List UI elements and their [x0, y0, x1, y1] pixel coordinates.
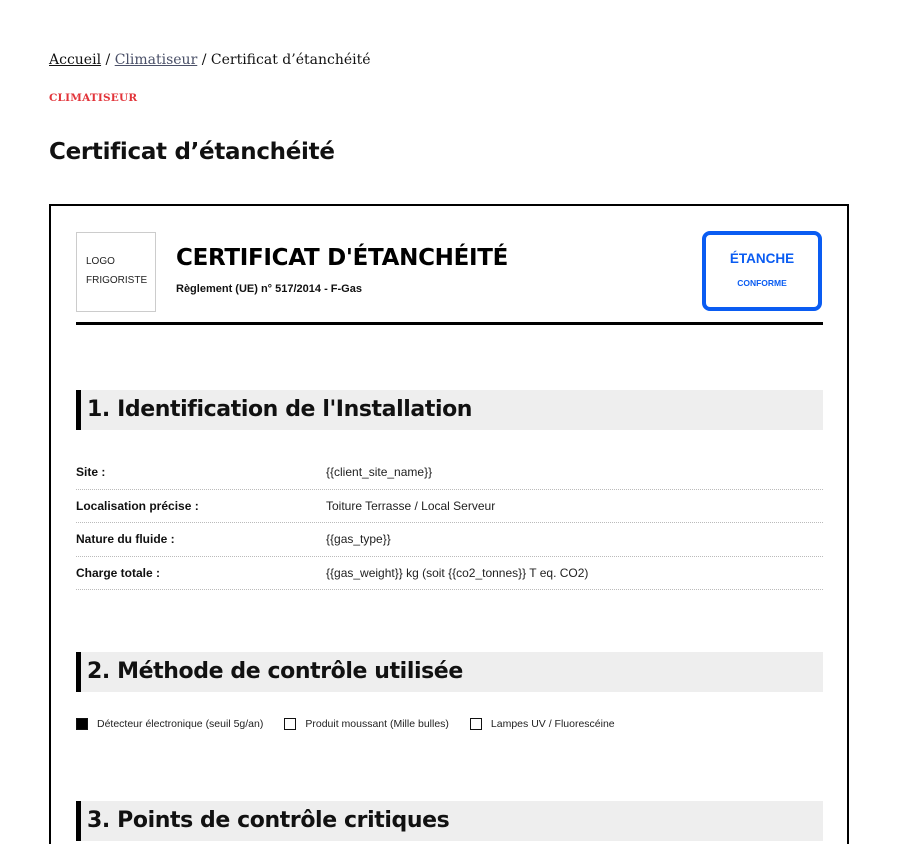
- section-heading-checkpoints: 3. Points de contrôle critiques: [76, 801, 823, 841]
- method-label: Produit moussant (Mille bulles): [305, 718, 449, 730]
- breadcrumb-separator: /: [201, 52, 207, 68]
- logo-line-2: FRIGORISTE: [86, 275, 148, 286]
- document-subtitle: Règlement (UE) n° 517/2014 - F-Gas: [176, 283, 362, 295]
- breadcrumb-link-climatiseur[interactable]: Climatiseur: [114, 52, 198, 68]
- section-heading-identification: 1. Identification de l'Installation: [76, 390, 823, 430]
- logo-line-1: LOGO: [86, 256, 115, 267]
- checkbox-unchecked-icon[interactable]: [284, 718, 296, 730]
- breadcrumb: [49, 52, 371, 68]
- row-label: Localisation précise :: [76, 498, 199, 513]
- logo-placeholder: [76, 232, 156, 312]
- row-label: Nature du fluide :: [76, 532, 175, 547]
- table-row: [76, 456, 823, 490]
- row-value: {{client_site_name}}: [326, 465, 433, 480]
- certificate-document: [49, 204, 849, 844]
- breadcrumb-current: Certificat d’étanchéité: [210, 52, 371, 68]
- section-heading-method: 2. Méthode de contrôle utilisée: [76, 652, 823, 692]
- status-sub: CONFORME: [737, 278, 787, 288]
- checkbox-unchecked-icon[interactable]: [470, 718, 482, 730]
- status-main: ÉTANCHE: [729, 251, 795, 266]
- breadcrumb-separator: /: [105, 52, 111, 68]
- breadcrumb-link-accueil[interactable]: Accueil: [49, 52, 102, 68]
- identification-table: [76, 456, 823, 590]
- row-label: Site :: [76, 465, 106, 480]
- table-row: [76, 557, 823, 591]
- method-option-electronic[interactable]: [76, 718, 263, 730]
- method-label: Détecteur électronique (seuil 5g/an): [97, 718, 264, 730]
- status-badge: [702, 231, 822, 311]
- document-title: CERTIFICAT D'ÉTANCHÉITÉ: [176, 245, 509, 271]
- document-header: [76, 231, 823, 325]
- row-value: Toiture Terrasse / Local Serveur: [326, 498, 496, 513]
- method-label: Lampes UV / Fluorescéine: [490, 718, 615, 730]
- checkbox-checked-icon[interactable]: [76, 718, 88, 730]
- row-value: {{gas_weight}} kg (soit {{co2_tonnes}} T eq. CO2): [326, 565, 589, 580]
- method-checklist: [76, 718, 636, 730]
- category-label[interactable]: CLIMATISEUR: [49, 92, 138, 104]
- page-title: Certificat d’étanchéité: [49, 139, 335, 165]
- table-row: [76, 490, 823, 524]
- row-value: {{gas_type}}: [326, 532, 391, 547]
- method-option-uv[interactable]: [470, 718, 615, 730]
- table-row: [76, 523, 823, 557]
- row-label: Charge totale :: [76, 565, 161, 580]
- method-option-foam[interactable]: [284, 718, 449, 730]
